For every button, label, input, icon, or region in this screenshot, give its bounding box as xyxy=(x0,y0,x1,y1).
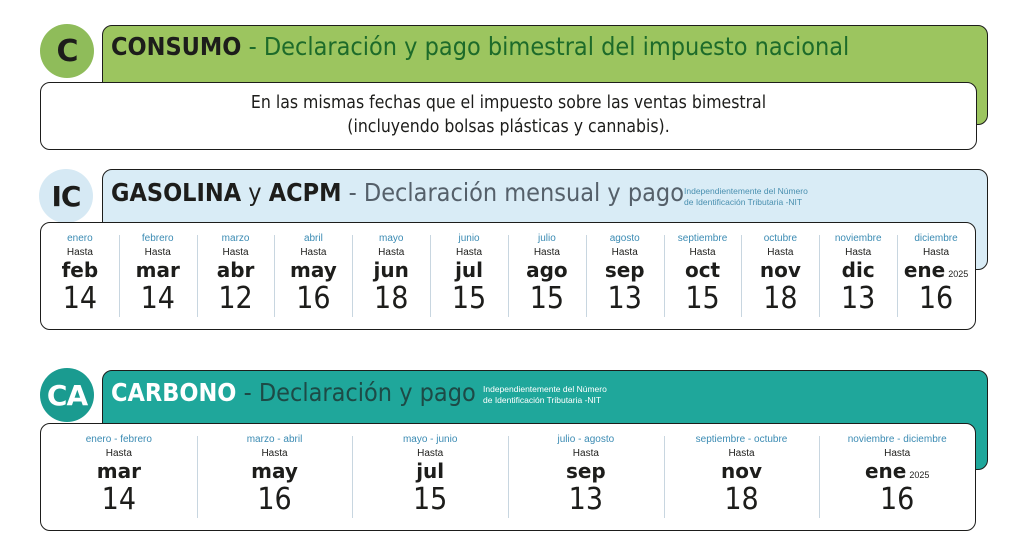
deadline-day: 14 xyxy=(140,281,175,316)
deadline-day: 18 xyxy=(724,482,759,517)
gasolina-nit-note xyxy=(684,186,808,208)
deadline-month-row xyxy=(352,460,508,482)
deadline-period: noviembre - diciembre xyxy=(847,434,947,445)
deadline-period: febrero xyxy=(141,233,174,244)
consumo-badge: C xyxy=(40,24,94,78)
deadline-hasta-label: Hasta xyxy=(222,247,249,258)
deadline-month: jul xyxy=(416,459,445,483)
deadline-column xyxy=(897,223,975,329)
deadline-month: abr xyxy=(216,258,255,282)
deadline-month-row xyxy=(897,259,975,281)
deadline-day: 16 xyxy=(880,482,915,517)
deadline-column xyxy=(741,223,819,329)
deadline-month: ene xyxy=(864,459,907,483)
consumo-title xyxy=(111,32,849,61)
deadline-hasta-label: Hasta xyxy=(455,247,483,258)
consumo-title-rest: - Declaración y pago bimestral del impuesto nacional xyxy=(241,32,850,61)
deadline-month: ago xyxy=(526,258,568,282)
consumo-info-card xyxy=(40,82,977,150)
deadline-column xyxy=(819,424,975,530)
gasolina-title-bold1: GASOLINA xyxy=(111,178,242,207)
deadline-column xyxy=(274,223,352,329)
deadline-hasta-label: Hasta xyxy=(572,448,599,459)
deadline-day: 12 xyxy=(218,281,253,316)
deadline-column xyxy=(819,223,897,329)
deadline-day: 14 xyxy=(62,281,98,316)
deadline-month-row xyxy=(41,259,119,281)
deadline-column xyxy=(664,424,820,530)
deadline-column xyxy=(41,424,197,530)
deadline-period: noviembre xyxy=(834,233,882,244)
deadline-column xyxy=(119,223,197,329)
deadline-month-row xyxy=(119,259,197,281)
deadline-hasta-label: Hasta xyxy=(417,448,444,459)
deadline-month: sep xyxy=(565,459,606,483)
deadline-hasta-label: Hasta xyxy=(611,247,638,258)
gasolina-nit-note-line2: de Identificación Tributaria -NIT xyxy=(684,197,803,207)
deadline-period: marzo xyxy=(221,233,250,244)
deadline-period: octubre xyxy=(763,233,798,244)
deadline-period: mayo - junio xyxy=(402,434,458,445)
deadline-month: oct xyxy=(684,258,721,282)
gasolina-title-y: y xyxy=(241,178,269,207)
deadline-month-row xyxy=(741,259,819,281)
carbono-nit-note-line1: Independientemente del Número xyxy=(483,384,607,394)
deadline-hasta-label: Hasta xyxy=(144,247,171,258)
deadline-month: nov xyxy=(759,258,801,282)
deadline-day: 18 xyxy=(763,281,798,316)
deadline-month: may xyxy=(251,459,298,483)
gasolina-title-bold2: ACPM xyxy=(268,178,342,207)
deadline-month-row xyxy=(508,460,664,482)
deadline-column xyxy=(586,223,664,329)
deadline-period: abril xyxy=(303,233,323,244)
deadline-month: feb xyxy=(61,258,99,282)
deadline-month-row xyxy=(352,259,430,281)
deadline-period: agosto xyxy=(609,233,640,244)
carbono-title-bold: CARBONO xyxy=(111,378,237,407)
consumo-title-bold: CONSUMO xyxy=(111,32,242,61)
deadline-month: mar xyxy=(96,459,141,483)
deadline-month-row xyxy=(664,460,820,482)
deadline-day: 15 xyxy=(451,281,487,316)
deadline-period: marzo - abril xyxy=(246,434,303,445)
deadline-hasta-label: Hasta xyxy=(300,247,327,258)
deadline-day: 15 xyxy=(685,281,720,316)
deadline-hasta-label: Hasta xyxy=(922,247,950,258)
gasolina-deadlines-card xyxy=(40,222,976,330)
deadline-hasta-label: Hasta xyxy=(105,448,132,459)
deadline-month: jul xyxy=(455,258,484,282)
deadline-column xyxy=(508,424,664,530)
gasolina-deadline-list xyxy=(41,223,975,329)
deadline-period: julio xyxy=(537,233,556,244)
deadline-month: dic xyxy=(841,258,875,282)
carbono-title xyxy=(111,378,476,407)
carbono-deadline-list xyxy=(41,424,975,530)
deadline-hasta-label: Hasta xyxy=(884,448,911,459)
deadline-period: enero xyxy=(67,233,93,244)
deadline-year: 2025 xyxy=(909,470,930,480)
deadline-hasta-label: Hasta xyxy=(66,247,93,258)
deadline-column xyxy=(508,223,586,329)
deadline-day: 15 xyxy=(413,482,448,517)
deadline-month: may xyxy=(290,258,337,282)
deadline-period: diciembre xyxy=(914,233,958,244)
deadline-hasta-label: Hasta xyxy=(767,247,794,258)
carbono-deadlines-card xyxy=(40,423,976,531)
deadline-month-row xyxy=(197,460,353,482)
deadline-month-row xyxy=(430,259,508,281)
deadline-period: junio xyxy=(458,233,480,244)
deadline-month-row xyxy=(274,259,352,281)
deadline-day: 13 xyxy=(568,482,604,517)
deadline-month-row xyxy=(819,259,897,281)
deadline-day: 16 xyxy=(918,281,954,316)
consumo-info-line2: (incluyendo bolsas plásticas y cannabis). xyxy=(347,117,670,137)
deadline-month-row xyxy=(197,259,275,281)
carbono-title-rest: - Declaración y pago xyxy=(236,378,476,407)
deadline-hasta-label: Hasta xyxy=(533,247,560,258)
deadline-hasta-label: Hasta xyxy=(845,247,872,258)
deadline-month-row xyxy=(41,460,197,482)
carbono-nit-note-line2: de Identificación Tributaria -NIT xyxy=(483,395,602,405)
deadline-day: 16 xyxy=(257,482,292,517)
gasolina-badge: IC xyxy=(39,169,93,223)
deadline-column xyxy=(197,424,353,530)
deadline-month-row xyxy=(586,259,664,281)
deadline-period: enero - febrero xyxy=(85,434,152,445)
deadline-day: 13 xyxy=(607,281,642,316)
gasolina-nit-note-line1: Independientemente del Número xyxy=(684,186,808,196)
deadline-month: sep xyxy=(604,258,645,282)
deadline-column xyxy=(430,223,508,329)
deadline-month: nov xyxy=(721,459,763,483)
carbono-nit-note xyxy=(483,384,607,406)
deadline-hasta-label: Hasta xyxy=(261,448,288,459)
deadline-period: septiembre - octubre xyxy=(695,434,788,445)
deadline-period: mayo xyxy=(379,233,404,244)
deadline-year: 2025 xyxy=(948,269,969,279)
deadline-month: mar xyxy=(135,258,180,282)
deadline-month-row xyxy=(664,259,742,281)
deadline-day: 14 xyxy=(101,482,136,517)
deadline-month: jun xyxy=(373,258,409,282)
deadline-hasta-label: Hasta xyxy=(728,448,755,459)
deadline-day: 16 xyxy=(296,281,331,316)
deadline-month: ene xyxy=(903,258,946,282)
deadline-day: 13 xyxy=(841,281,876,316)
deadline-column xyxy=(352,424,508,530)
consumo-info-line1: En las mismas fechas que el impuesto sobre las ventas bimestral xyxy=(250,93,767,113)
deadline-column xyxy=(352,223,430,329)
deadline-day: 18 xyxy=(374,281,409,316)
gasolina-title xyxy=(111,178,684,207)
carbono-badge: CA xyxy=(40,368,94,422)
deadline-hasta-label: Hasta xyxy=(689,247,716,258)
deadline-day: 15 xyxy=(529,281,565,316)
deadline-column xyxy=(664,223,742,329)
deadline-column xyxy=(197,223,275,329)
deadline-month-row xyxy=(819,460,975,482)
gasolina-title-rest: - Declaración mensual y pago xyxy=(341,178,684,207)
deadline-column xyxy=(41,223,119,329)
deadline-hasta-label: Hasta xyxy=(378,247,405,258)
deadline-month-row xyxy=(508,259,586,281)
deadline-period: septiembre xyxy=(677,233,728,244)
deadline-period: julio - agosto xyxy=(557,434,615,445)
